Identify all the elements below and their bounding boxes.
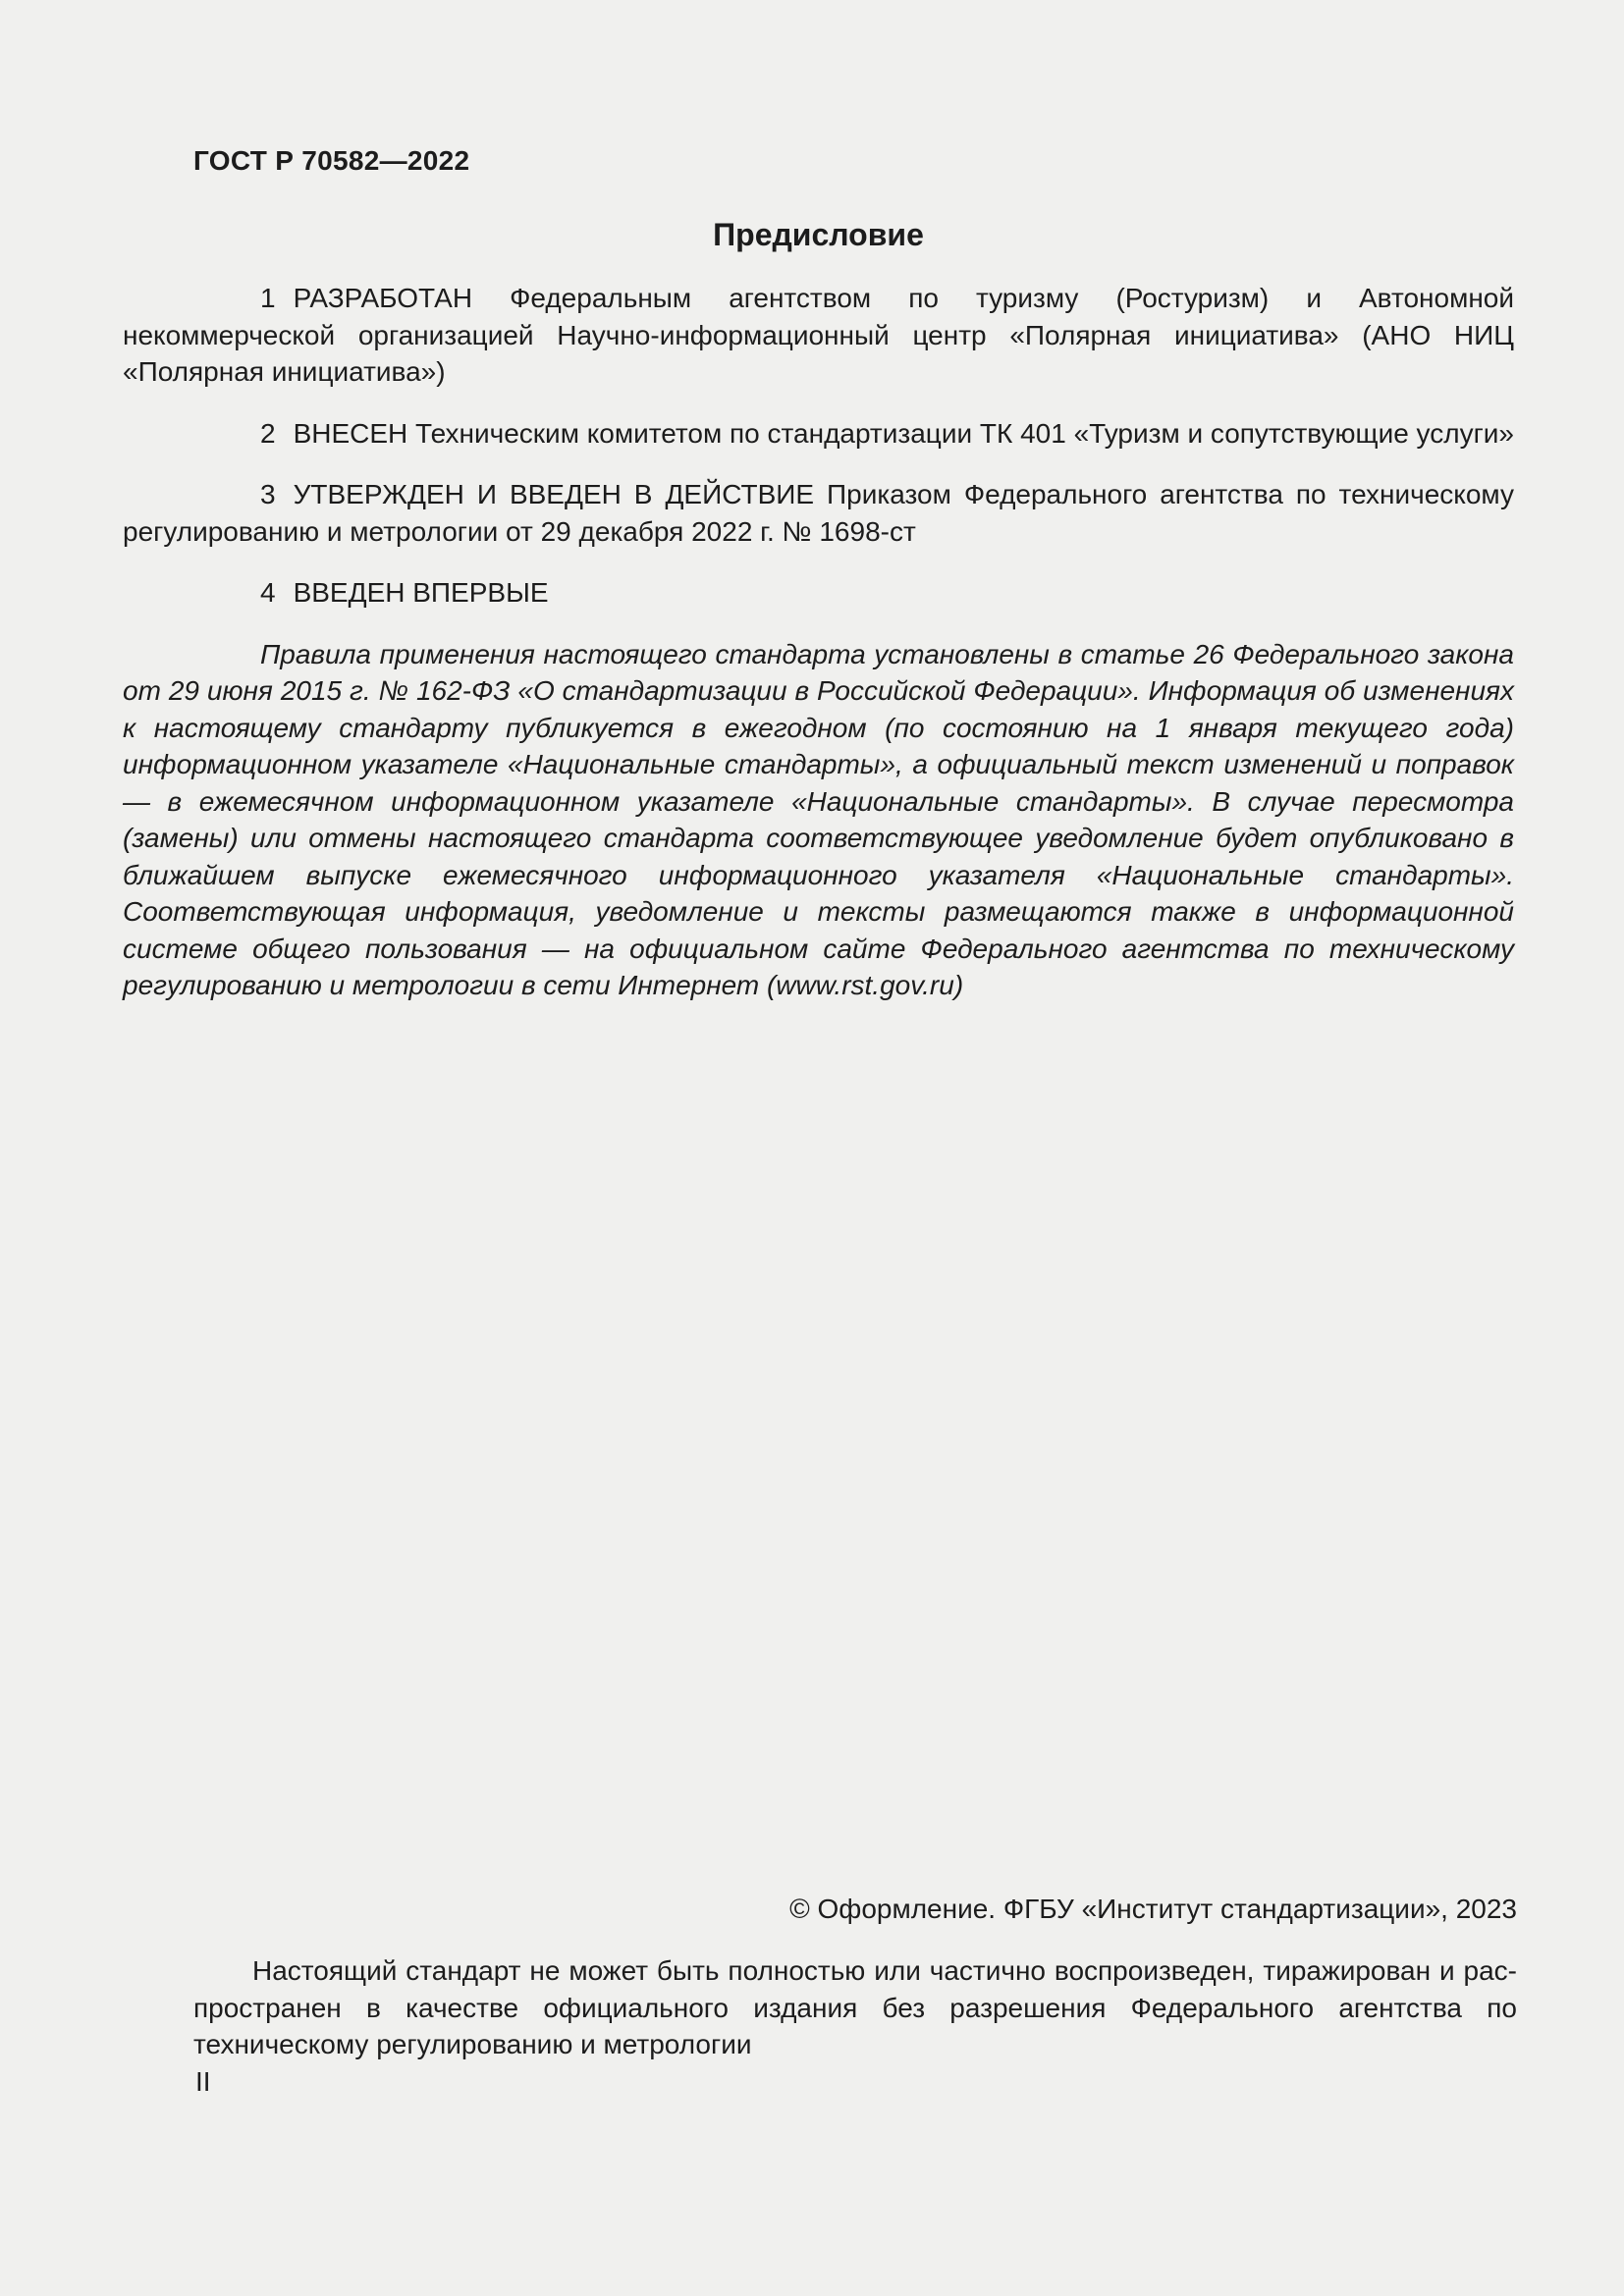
- foreword-item-3: [123, 476, 1514, 550]
- foreword-item-4-number: 4: [260, 577, 276, 608]
- reproduction-restriction: Настоящий стандарт не может быть полностью или частично воспроизведен, тиражирован и распространен в качестве официального издания без разрешения Федерального агентства по техническому регулированию и метрологии: [193, 1955, 1517, 2059]
- foreword-item-1-text: РАЗРАБОТАН Федеральным агентством по туризму (Ростуризм) и Автономной некоммерческой организацией Научно-информационный центр «Полярная инициатива» (АНО НИЦ «Полярная инициатива»): [123, 283, 1514, 387]
- copyright-line: © Оформление. ФГБУ «Институт стандартизации», 2023: [789, 1894, 1517, 1924]
- foreword-title: Предисловие: [713, 217, 924, 252]
- foreword-item-4: [123, 574, 1514, 612]
- legal-notice: Правила применения настоящего стандарта установлены в статье 26 Федерального закона от 29 июня 2015 г. № 162-ФЗ «О стандартизации в Российской Федерации». Информация об изменениях к настоящему стандарту публикуется в ежегодном (по состоянию на 1 января текущего года) информационном указателе «Национальные стандарты», а официальный текст изменений и поправок — в ежемесячном информационном указателе «Национальные стандарты». В случае пересмотра (замены) или отмены настоящего стандарта соответствующее уведомление будет опубликовано в ближайшем выпуске ежемесячного информационного указателя «Национальные стандарты». Соответствующая информация, уведомление и тексты размещаются также в информационной системе общего пользования — на официальном сайте Федерального агентства по техническому регулированию и метрологии в сети Интернет (www.rst.gov.ru): [123, 638, 1514, 1000]
- foreword-item-1: [123, 280, 1514, 391]
- foreword-item-3-number: 3: [260, 479, 276, 509]
- foreword-item-2-number: 2: [260, 417, 276, 449]
- foreword-item-1-number: 1: [260, 283, 276, 313]
- page-number: II: [195, 2066, 211, 2097]
- foreword-item-3-text: УТВЕРЖДЕН И ВВЕДЕН В ДЕЙСТВИЕ Приказом Федерального агентства по техническому регулированию и метрологии от 29 декабря 2022 г. № 1698-ст: [123, 479, 1514, 547]
- doc-code: ГОСТ Р 70582—2022: [193, 145, 470, 176]
- foreword-item-4-text: ВВЕДЕН ВПЕРВЫЕ: [293, 577, 549, 608]
- foreword-body: [123, 280, 1514, 1004]
- foreword-item-2-text: ВНЕСЕН Техническим комитетом по стандартизации ТК 401 «Туризм и сопутствующие услуги»: [293, 417, 1515, 449]
- foreword-item-2: [123, 415, 1514, 453]
